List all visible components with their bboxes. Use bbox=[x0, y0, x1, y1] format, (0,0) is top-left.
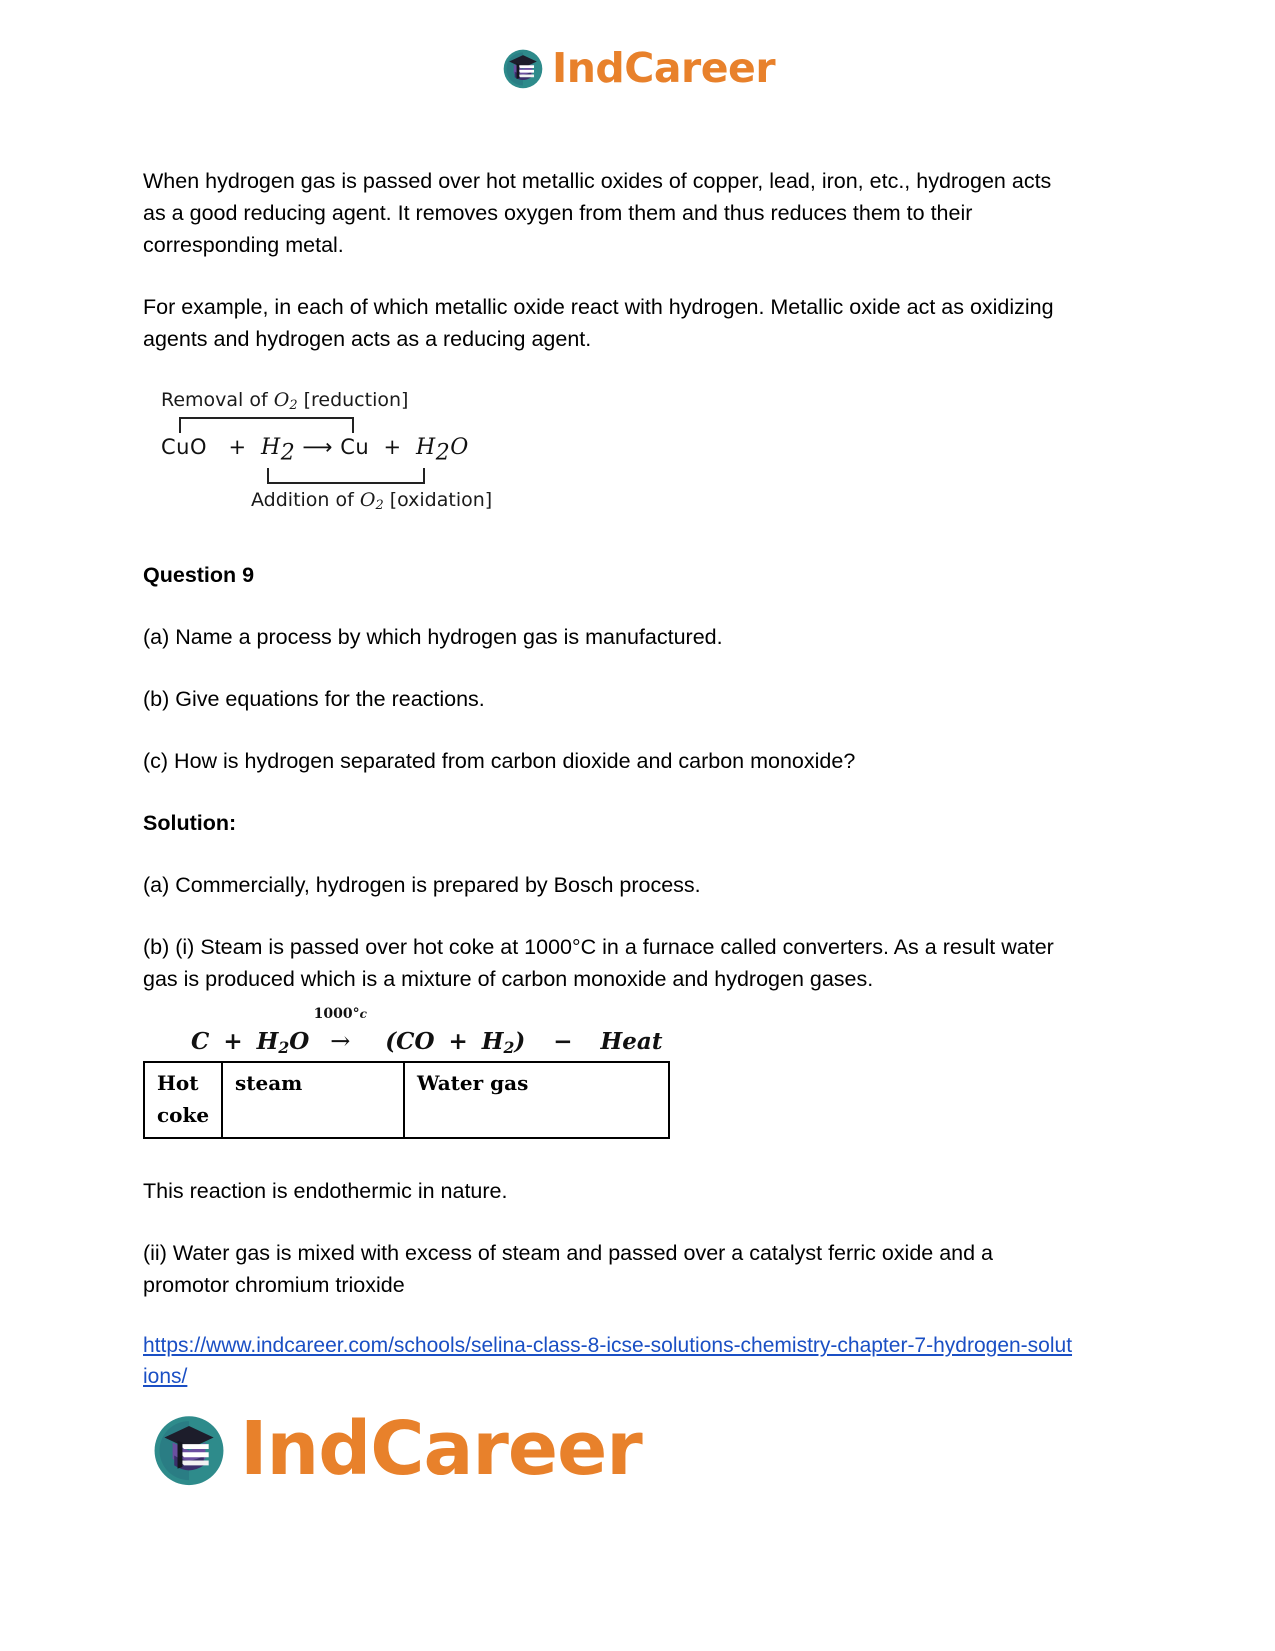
redox-reactant-1: CuO bbox=[161, 435, 208, 460]
wg-condition-temperature bbox=[314, 1006, 367, 1022]
redox-product-2-sub: 2 bbox=[435, 440, 451, 466]
paragraph-example-metallic-oxide: For example, in each of which metallic oxide react with hydrogen. Metallic oxide act as oxidizing agents and hydrogen acts as a reducing agent. bbox=[143, 295, 1054, 351]
redox-reaction-diagram bbox=[143, 389, 563, 513]
question-item-a: (a) Name a process by which hydrogen gas is manufactured. bbox=[143, 624, 723, 649]
wg-reactant-2-tail: O bbox=[289, 1027, 310, 1055]
footer-logo-text-career: Career bbox=[370, 1406, 642, 1492]
redox-product-1: Cu bbox=[340, 435, 370, 460]
redox-addition-suffix: [oxidation] bbox=[383, 488, 493, 511]
table-row bbox=[144, 1062, 669, 1138]
oxidation-bracket bbox=[267, 468, 425, 484]
wg-plus-1: + bbox=[223, 1027, 243, 1055]
solution-heading: Solution: bbox=[143, 810, 237, 835]
header-logo bbox=[0, 0, 1275, 92]
wg-condition-temp-unit: c bbox=[359, 1006, 367, 1021]
wg-product-h: H bbox=[481, 1027, 504, 1055]
endothermic-note: This reaction is endothermic in nature. bbox=[143, 1178, 508, 1203]
cell-coke-line2: coke bbox=[157, 1102, 210, 1127]
document-content bbox=[143, 165, 1073, 1331]
redox-addition-formula: O bbox=[359, 488, 376, 511]
wg-condition-temp-value: 1000° bbox=[313, 1005, 360, 1022]
redox-equation bbox=[161, 435, 563, 466]
redox-removal-sub: 2 bbox=[289, 398, 298, 414]
source-url-link[interactable]: https://www.indcareer.com/schools/selina-class-8-icse-solutions-chemistry-chapter-7-hydrogen-solutions/ bbox=[143, 1334, 1073, 1388]
wg-reactant-2: H bbox=[256, 1027, 279, 1055]
redox-removal-formula: O bbox=[273, 389, 290, 411]
wg-reactant-1: C bbox=[191, 1027, 210, 1055]
solution-item-b-ii: (ii) Water gas is mixed with excess of steam and passed over a catalyst ferric oxide and a promotor chromium trioxide bbox=[143, 1240, 994, 1297]
indcareer-graduation-cap-book-logo-icon bbox=[500, 45, 546, 91]
cell-hot-coke bbox=[144, 1062, 222, 1138]
redox-plus-2: + bbox=[383, 435, 402, 460]
footer-logo-text-ind: Ind bbox=[240, 1406, 371, 1492]
paragraph-hydrogen-reducing-agent: When hydrogen gas is passed over hot metallic oxides of copper, lead, iron, etc., hydrogen acts as a good reducing agent. It removes oxygen from them and thus reduces them to their corresponding metal. bbox=[143, 169, 1052, 257]
header-logo-text bbox=[551, 43, 776, 92]
wg-arrow-icon: → bbox=[330, 1026, 351, 1055]
redox-addition-prefix: Addition of bbox=[251, 488, 360, 511]
water-gas-equation-diagram bbox=[143, 1005, 683, 1139]
wg-reactant-2-sub: 2 bbox=[278, 1037, 290, 1057]
redox-plus-1: + bbox=[228, 435, 247, 460]
question-item-c: (c) How is hydrogen separated from carbon dioxide and carbon monoxide? bbox=[143, 748, 856, 773]
redox-removal-prefix: Removal of bbox=[161, 389, 274, 411]
reduction-bracket bbox=[179, 417, 354, 433]
cell-hot-line1: Hot bbox=[157, 1070, 199, 1095]
redox-removal-label bbox=[161, 389, 563, 413]
header-logo-text-career: Career bbox=[624, 43, 776, 92]
question-item-b: (b) Give equations for the reactions. bbox=[143, 686, 485, 711]
redox-reactant-2-sub: 2 bbox=[280, 440, 296, 466]
solution-item-a: (a) Commercially, hydrogen is prepared by Bosch process. bbox=[143, 872, 701, 897]
wg-product-open: (CO bbox=[385, 1027, 435, 1055]
wg-minus: − bbox=[553, 1027, 573, 1055]
wg-product-close: ) bbox=[514, 1027, 526, 1055]
solution-item-b-i: (b) (i) Steam is passed over hot coke at 1000°C in a furnace called converters. As a result water gas is produced which is a mixture of carbon monoxide and hydrogen gases. bbox=[143, 934, 1054, 991]
redox-product-2-tail: O bbox=[450, 435, 469, 461]
cell-water-gas: Water gas bbox=[404, 1062, 669, 1138]
wg-product-plus: + bbox=[448, 1027, 468, 1055]
redox-addition-sub: 2 bbox=[375, 497, 384, 513]
water-gas-label-table bbox=[143, 1061, 670, 1139]
water-gas-equation-line bbox=[143, 1005, 683, 1057]
redox-removal-suffix: [reduction] bbox=[297, 389, 409, 411]
footer-logo-text bbox=[240, 1406, 642, 1492]
wg-heat: Heat bbox=[600, 1027, 663, 1055]
question-heading: Question 9 bbox=[143, 562, 255, 587]
wg-product-h-sub: 2 bbox=[503, 1037, 515, 1057]
wg-reaction-condition bbox=[309, 1005, 371, 1055]
footer-logo bbox=[148, 1408, 642, 1490]
redox-arrow-icon: ⟶ bbox=[302, 435, 333, 460]
cell-steam: steam bbox=[222, 1062, 404, 1138]
indcareer-graduation-cap-book-logo-icon bbox=[148, 1408, 230, 1490]
source-url-block bbox=[143, 1330, 1073, 1392]
header-logo-text-ind: Ind bbox=[551, 43, 625, 92]
redox-reactant-2: H bbox=[261, 435, 281, 461]
redox-addition-label bbox=[251, 489, 563, 513]
redox-product-2: H bbox=[416, 435, 436, 461]
